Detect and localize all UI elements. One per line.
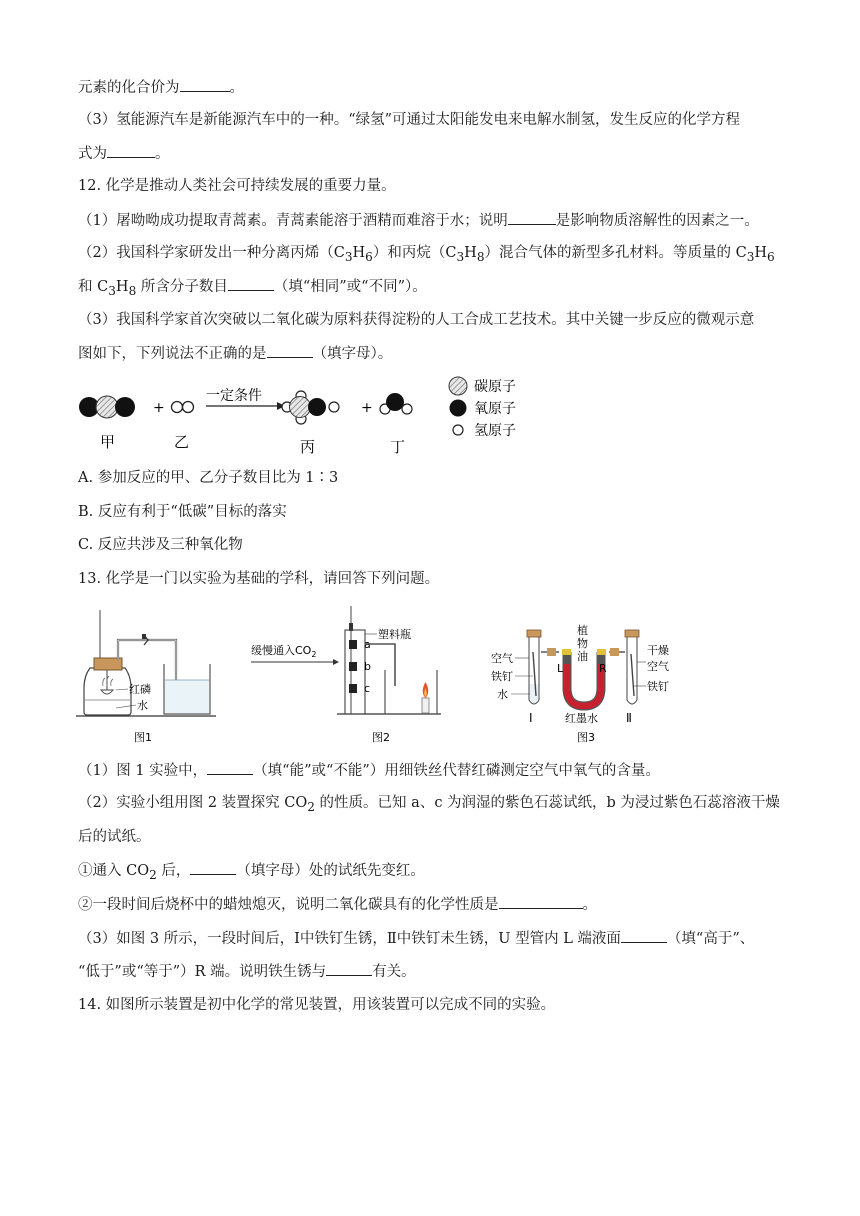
- label-yi: 乙: [174, 433, 190, 451]
- molecule-ding: [380, 393, 412, 414]
- figure-3: [485, 624, 695, 744]
- answer-blank[interactable]: [207, 760, 253, 775]
- q12-part3: （3）我国科学家首次突破以二氧化碳为原料获得淀粉的人工合成工艺技术。其中关键一步反应的微观示意: [78, 312, 755, 328]
- q13-stem: 13. 化学是一门以实验为基础的学科，请回答下列问题。: [78, 571, 440, 587]
- q11-line1: 元素的化合价为 。: [78, 77, 244, 98]
- answer-blank[interactable]: [508, 210, 556, 225]
- label-bing: 丙: [300, 438, 316, 456]
- svg-text:+: +: [153, 400, 165, 416]
- reaction-condition: 一定条件: [206, 388, 262, 404]
- q12-part2: （2）我国科学家研发出一种分离丙烯$(C_3H_6)$和丙烷$(C_3H_8)$混合气体的新型多孔材料。等质量的 $C_3H_6$: [78, 245, 775, 264]
- q12-stem: 12. 化学是推动人类社会可持续发展的重要力量。: [78, 178, 396, 194]
- svg-text:氢原子: 氢原子: [474, 423, 516, 439]
- answer-blank[interactable]: [228, 276, 274, 291]
- paper-a: a: [364, 638, 371, 651]
- q13-sub1: ①通入 $CO_2$ 后， （填字母）处的试纸先变红。: [78, 860, 425, 885]
- paper-c: c: [364, 682, 371, 695]
- label-co2-inflow: 缓慢通入$CO_2$: [251, 644, 317, 659]
- svg-text:油: 油: [577, 650, 588, 663]
- svg-text:物: 物: [577, 637, 588, 650]
- q11-part3: （3）氢能源汽车是新能源汽车中的一种。“绿氢”可通过太阳能发电来电解水制氢，发生反应的化学方程: [78, 112, 741, 128]
- q12-part1: （1）屠呦呦成功提取青蒿素。青蒿素能溶于酒精而难溶于水；说明 是影响物质溶解性的因素之一。: [78, 210, 759, 231]
- q13-part2-cont: 后的试纸。: [78, 829, 151, 845]
- reaction-diagram: [74, 372, 534, 462]
- label-tube-II: Ⅱ: [626, 711, 632, 725]
- molecule-jia: [79, 396, 135, 418]
- svg-text:铁钉: 铁钉: [491, 670, 513, 683]
- q11-part3-cont: 式为 。: [78, 143, 170, 164]
- label-tube-I: Ⅰ: [529, 711, 533, 725]
- svg-text:水: 水: [497, 688, 508, 701]
- label-red-ink: 红墨水: [565, 712, 598, 725]
- q13-sub2: ②一段时间后烧杯中的蜡烛熄灭，说明二氧化碳具有的化学性质是 。: [78, 894, 597, 915]
- figure-1: [76, 604, 226, 744]
- q13-part1: （1）图 1 实验中， （填“能”或“不能”）用细铁丝代替红磷测定空气中氧气的含量。: [78, 760, 660, 781]
- figure-2: [245, 604, 445, 744]
- molecule-bing: [282, 391, 339, 424]
- option-a: A. 参加反应的甲、乙分子数目比为 1∶3: [78, 470, 339, 486]
- label-plastic-bottle: 塑料瓶: [378, 628, 411, 641]
- svg-text:碳原子: 碳原子: [474, 379, 516, 395]
- label-R: R: [599, 662, 607, 675]
- legend: [449, 377, 516, 439]
- answer-blank[interactable]: [499, 894, 583, 909]
- q12-part2-cont: 和 $C_3H_8$ 所含分子数目 （填“相同”或“不同”）。: [78, 276, 427, 301]
- label-water: 水: [137, 699, 148, 712]
- answer-blank[interactable]: [190, 860, 236, 875]
- label-red-phosphorus: 红磷: [129, 683, 151, 696]
- svg-text:+: +: [361, 400, 373, 416]
- q12-part3-cont: 图如下，下列说法不正确的是 （填字母）。: [78, 343, 392, 364]
- svg-text:干燥: 干燥: [647, 644, 669, 657]
- label-jia: 甲: [100, 433, 116, 451]
- svg-text:空气: 空气: [491, 652, 513, 665]
- paper-b: b: [364, 660, 371, 673]
- label-ding: 丁: [390, 438, 406, 456]
- answer-blank[interactable]: [621, 928, 667, 943]
- svg-text:铁钉: 铁钉: [647, 680, 669, 693]
- answer-blank[interactable]: [107, 143, 155, 158]
- figure-1-caption: 图1: [134, 731, 152, 744]
- figure-2-caption: 图2: [372, 731, 390, 744]
- answer-blank[interactable]: [267, 343, 313, 358]
- q13-part3: （3）如图 3 所示，一段时间后，Ⅰ中铁钉生锈，Ⅱ中铁钉未生锈，U 型管内 L 端液面 （填“高于”、: [78, 928, 754, 949]
- molecule-yi: [172, 402, 194, 413]
- svg-text:氧原子: 氧原子: [474, 401, 516, 417]
- option-c: C. 反应共涉及三种氧化物: [78, 537, 243, 553]
- q14-stem: 14. 如图所示装置是初中化学的常见装置，用该装置可以完成不同的实验。: [78, 997, 556, 1013]
- svg-text:植: 植: [577, 624, 588, 637]
- figure-3-caption: 图3: [577, 731, 595, 744]
- option-b: B. 反应有利于“低碳”目标的落实: [78, 504, 287, 520]
- svg-text:空气: 空气: [647, 660, 669, 673]
- answer-blank[interactable]: [180, 77, 230, 92]
- q13-part2: （2）实验小组用图 2 装置探究 $CO_2$ 的性质。已知 a、c 为润湿的紫色石蕊试纸，b 为浸过紫色石蕊溶液干燥: [78, 795, 780, 814]
- label-L: L: [557, 662, 564, 675]
- q13-part3-cont: “低于”或“等于”）R 端。说明铁生锈与 有关。: [78, 961, 416, 982]
- answer-blank[interactable]: [326, 961, 372, 976]
